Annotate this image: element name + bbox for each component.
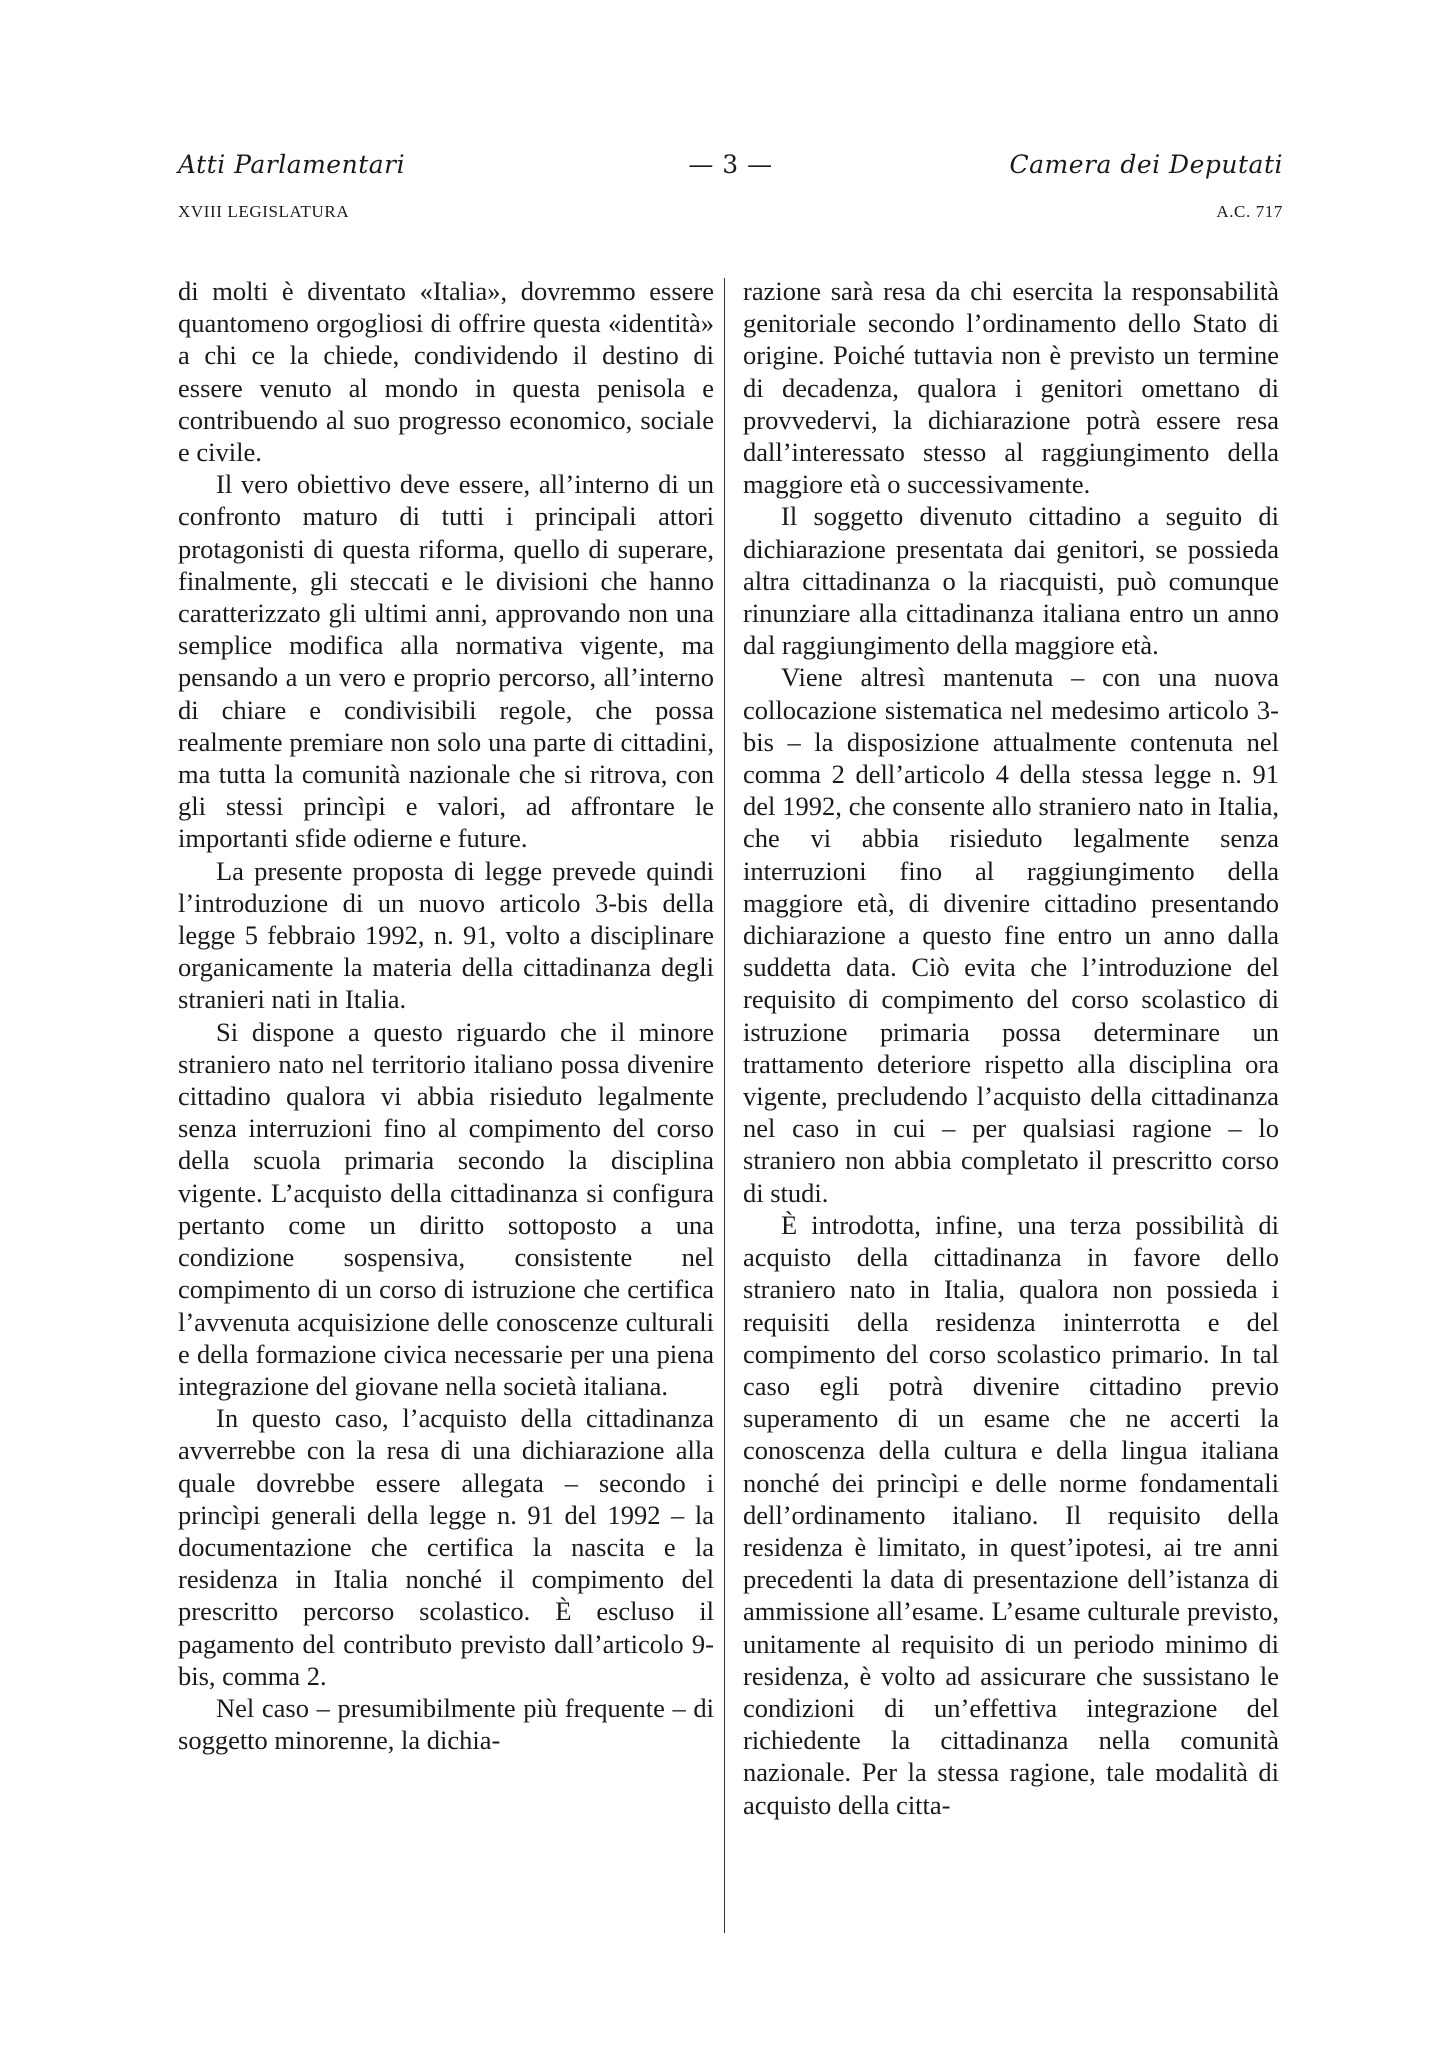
paragraph: In questo caso, l’acquisto della cittadinanza avverrebbe con la resa di una dichiarazione alla quale dovrebbe essere allegata – secondo i princìpi generali della legge n. 91 del 1992 – la documentazione che certifica la nascita e la residenza in Italia nonché il compimento del prescritto percorso scolastico. È escluso il pagamento del contributo previsto dall’articolo 9-bis, comma 2. bbox=[178, 1403, 714, 1691]
running-header bbox=[178, 150, 1283, 179]
paragraph: razione sarà resa da chi esercita la responsabilità genitoriale secondo l’ordinamento dello Stato di origine. Poiché tuttavia non è previsto un termine di decadenza, qualora i genitori omettano di provvedervi, la dichiarazione potrà essere resa dall’interessato stesso al raggiungimento della maggiore età o successivamente. bbox=[743, 276, 1279, 500]
header-left-title: Atti Parlamentari bbox=[178, 150, 406, 179]
right-text-column bbox=[743, 275, 1279, 1821]
running-subheader bbox=[178, 202, 1283, 222]
paragraph: Si dispone a questo riguardo che il minore straniero nato nel territorio italiano possa divenire cittadino qualora vi abbia risieduto legalmente senza interruzioni fino al compimento del corso della scuola primaria secondo la disciplina vigente. L’acquisto della cittadinanza si configura pertanto come un diritto sottoposto a una condizione sospensiva, consistente nel compimento di un corso di istruzione che certifica l’avvenuta acquisizione delle conoscenze culturali e della formazione civica necessarie per una piena integrazione del giovane nella società italiana. bbox=[178, 1016, 714, 1401]
paragraph: Viene altresì mantenuta – con una nuova collocazione sistematica nel medesimo articolo 3-bis – la disposizione attualmente contenuta nel comma 2 dell’articolo 4 della stessa legge n. 91 del 1992, che consente allo straniero nato in Italia, che vi abbia risieduto legalmente senza interruzioni fino al raggiungimento della maggiore età, di divenire cittadino presentando dichiarazione a questo fine entro un anno dalla suddetta data. Ciò evita che l’introduzione del requisito di compimento del corso scolastico di istruzione primaria possa determinare un trattamento deteriore rispetto alla disciplina ora vigente, precludendo l’acquisto della cittadinanza nel caso in cui – per qualsiasi ragione – lo straniero non abbia completato il prescritto corso di studi. bbox=[743, 662, 1279, 1208]
legislature-label: XVIII LEGISLATURA bbox=[178, 202, 350, 221]
paragraph: di molti è diventato «Italia», dovremmo essere quantomeno orgogliosi di offrire questa «identità» a chi ce la chiede, condividendo il destino di essere venuto al mondo in questa penisola e contribuendo al suo progresso economico, sociale e civile. bbox=[178, 276, 714, 468]
paragraph: Il vero obiettivo deve essere, all’interno di un confronto maturo di tutti i principali attori protagonisti di questa riforma, quello di superare, finalmente, gli steccati e le divisioni che hanno caratterizzato gli ultimi anni, approvando non una semplice modifica alla normativa vigente, ma pensando a un vero e proprio percorso, all’interno di chiare e condivisibili regole, che possa realmente premiare non solo una parte di cittadini, ma tutta la comunità nazionale che si ritrova, con gli stessi princìpi e valori, ad affrontare le importanti sfide odierne e future. bbox=[178, 469, 714, 854]
page-number: — 3 — bbox=[688, 150, 773, 179]
column-divider bbox=[724, 278, 725, 1933]
paragraph: Nel caso – presumibilmente più frequente – di soggetto minorenne, la dichia- bbox=[178, 1692, 714, 1756]
document-code: A.C. 717 bbox=[1216, 202, 1283, 221]
paragraph: Il soggetto divenuto cittadino a seguito di dichiarazione presentata dai genitori, se possieda altra cittadinanza o la riacquisti, può comunque rinunziare alla cittadinanza italiana entro un anno dal raggiungimento della maggiore età. bbox=[743, 501, 1279, 661]
left-text-column bbox=[178, 275, 714, 1756]
header-right-title: Camera dei Deputati bbox=[1009, 150, 1283, 179]
paragraph: La presente proposta di legge prevede quindi l’introduzione di un nuovo articolo 3-bis della legge 5 febbraio 1992, n. 91, volto a disciplinare organicamente la materia della cittadinanza degli stranieri nati in Italia. bbox=[178, 855, 714, 1015]
paragraph: È introdotta, infine, una terza possibilità di acquisto della cittadinanza in favore dello straniero nato in Italia, qualora non possieda i requisiti della residenza ininterrotta e del compimento del corso scolastico primario. In tal caso egli potrà divenire cittadino previo superamento di un esame che ne accerti la conoscenza della cultura e della lingua italiana nonché dei princìpi e delle norme fondamentali dell’ordinamento italiano. Il requisito della residenza è limitato, in quest’ipotesi, ai tre anni precedenti la data di presentazione dell’istanza di ammissione all’esame. L’esame culturale previsto, unitamente al requisito di un periodo minimo di residenza, è volto ad assicurare che sussistano le condizioni di un’effettiva integrazione del richiedente la cittadinanza nella comunità nazionale. Per la stessa ragione, tale modalità di acquisto della citta- bbox=[743, 1209, 1279, 1820]
